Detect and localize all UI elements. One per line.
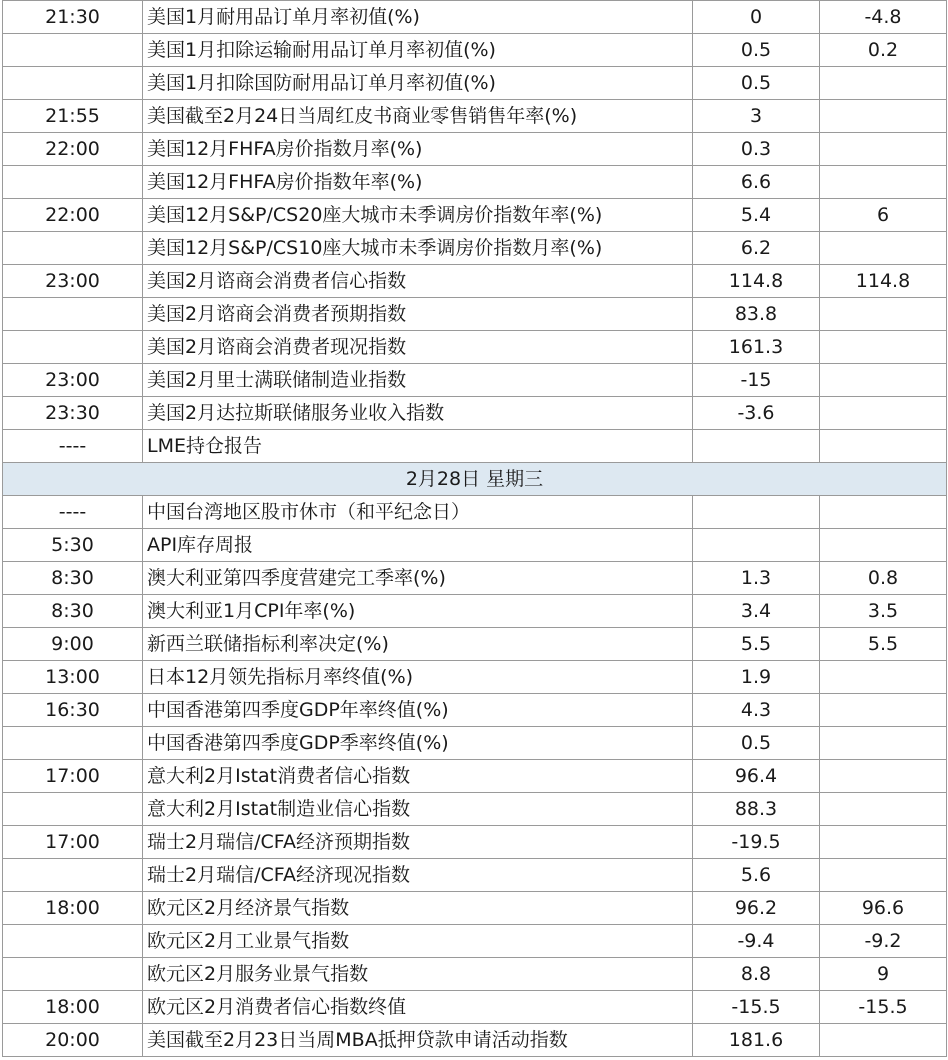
event-cell: 美国1月扣除运输耐用品订单月率初值(%) bbox=[143, 34, 693, 67]
forecast-value-cell: -9.2 bbox=[820, 925, 947, 958]
time-cell: 18:00 bbox=[3, 991, 143, 1024]
previous-value-cell: 3 bbox=[693, 100, 820, 133]
event-cell: 欧元区2月经济景气指数 bbox=[143, 892, 693, 925]
previous-value-cell: 1.9 bbox=[693, 661, 820, 694]
time-cell: 23:00 bbox=[3, 364, 143, 397]
table-row bbox=[3, 793, 947, 826]
previous-value-cell: 8.8 bbox=[693, 958, 820, 991]
table-row bbox=[3, 991, 947, 1024]
forecast-value-cell bbox=[820, 166, 947, 199]
economic-calendar-table bbox=[2, 0, 947, 1057]
table-row bbox=[3, 397, 947, 430]
event-cell: 瑞士2月瑞信/CFA经济预期指数 bbox=[143, 826, 693, 859]
table-row bbox=[3, 529, 947, 562]
time-cell: 17:00 bbox=[3, 826, 143, 859]
forecast-value-cell bbox=[820, 397, 947, 430]
previous-value-cell: 83.8 bbox=[693, 298, 820, 331]
forecast-value-cell: -4.8 bbox=[820, 1, 947, 34]
time-cell: 16:30 bbox=[3, 694, 143, 727]
previous-value-cell: 0.5 bbox=[693, 727, 820, 760]
forecast-value-cell bbox=[820, 1024, 947, 1057]
table-row bbox=[3, 595, 947, 628]
time-cell: ---- bbox=[3, 496, 143, 529]
forecast-value-cell bbox=[820, 298, 947, 331]
event-cell: 美国12月S&P/CS20座大城市未季调房价指数年率(%) bbox=[143, 199, 693, 232]
event-cell: 美国12月FHFA房价指数月率(%) bbox=[143, 133, 693, 166]
event-cell: 美国2月谘商会消费者现况指数 bbox=[143, 331, 693, 364]
forecast-value-cell bbox=[820, 100, 947, 133]
date-header: 2月28日 星期三 bbox=[3, 463, 947, 496]
table-row bbox=[3, 628, 947, 661]
forecast-value-cell: 6 bbox=[820, 199, 947, 232]
table-row bbox=[3, 496, 947, 529]
time-cell: 20:00 bbox=[3, 1024, 143, 1057]
event-cell: 欧元区2月工业景气指数 bbox=[143, 925, 693, 958]
time-cell: 13:00 bbox=[3, 661, 143, 694]
forecast-value-cell bbox=[820, 364, 947, 397]
time-cell: 9:00 bbox=[3, 628, 143, 661]
table-row bbox=[3, 298, 947, 331]
time-cell: 22:00 bbox=[3, 199, 143, 232]
time-cell: 17:00 bbox=[3, 760, 143, 793]
time-cell: 21:55 bbox=[3, 100, 143, 133]
previous-value-cell: 96.2 bbox=[693, 892, 820, 925]
forecast-value-cell: 0.8 bbox=[820, 562, 947, 595]
previous-value-cell: 3.4 bbox=[693, 595, 820, 628]
table-row bbox=[3, 166, 947, 199]
time-cell bbox=[3, 727, 143, 760]
previous-value-cell bbox=[693, 496, 820, 529]
time-cell: 5:30 bbox=[3, 529, 143, 562]
event-cell: 中国香港第四季度GDP年率终值(%) bbox=[143, 694, 693, 727]
forecast-value-cell bbox=[820, 430, 947, 463]
previous-value-cell: 161.3 bbox=[693, 331, 820, 364]
previous-value-cell: 6.2 bbox=[693, 232, 820, 265]
time-cell bbox=[3, 34, 143, 67]
forecast-value-cell: -15.5 bbox=[820, 991, 947, 1024]
table-row bbox=[3, 133, 947, 166]
time-cell bbox=[3, 331, 143, 364]
previous-value-cell: 0.5 bbox=[693, 34, 820, 67]
time-cell bbox=[3, 958, 143, 991]
table-row bbox=[3, 892, 947, 925]
event-cell: 美国2月谘商会消费者预期指数 bbox=[143, 298, 693, 331]
table-row bbox=[3, 100, 947, 133]
event-cell: 美国截至2月23日当周MBA抵押贷款申请活动指数 bbox=[143, 1024, 693, 1057]
table-row bbox=[3, 1024, 947, 1057]
event-cell: 美国12月FHFA房价指数年率(%) bbox=[143, 166, 693, 199]
event-cell: 美国1月扣除国防耐用品订单月率初值(%) bbox=[143, 67, 693, 100]
table-row bbox=[3, 265, 947, 298]
table-row bbox=[3, 760, 947, 793]
event-cell: 欧元区2月消费者信心指数终值 bbox=[143, 991, 693, 1024]
event-cell: 美国12月S&P/CS10座大城市未季调房价指数月率(%) bbox=[143, 232, 693, 265]
time-cell: 23:30 bbox=[3, 397, 143, 430]
previous-value-cell: 4.3 bbox=[693, 694, 820, 727]
time-cell: 22:00 bbox=[3, 133, 143, 166]
previous-value-cell: 0.3 bbox=[693, 133, 820, 166]
table-row bbox=[3, 364, 947, 397]
table-row bbox=[3, 430, 947, 463]
time-cell bbox=[3, 67, 143, 100]
event-cell: 意大利2月Istat消费者信心指数 bbox=[143, 760, 693, 793]
time-cell: 23:00 bbox=[3, 265, 143, 298]
forecast-value-cell bbox=[820, 793, 947, 826]
table-row bbox=[3, 199, 947, 232]
previous-value-cell: 0 bbox=[693, 1, 820, 34]
previous-value-cell: 88.3 bbox=[693, 793, 820, 826]
table-row bbox=[3, 727, 947, 760]
event-cell: 中国香港第四季度GDP季率终值(%) bbox=[143, 727, 693, 760]
forecast-value-cell bbox=[820, 67, 947, 100]
event-cell: 意大利2月Istat制造业信心指数 bbox=[143, 793, 693, 826]
event-cell: 美国2月达拉斯联储服务业收入指数 bbox=[143, 397, 693, 430]
forecast-value-cell: 9 bbox=[820, 958, 947, 991]
forecast-value-cell bbox=[820, 760, 947, 793]
event-cell: 澳大利亚1月CPI年率(%) bbox=[143, 595, 693, 628]
previous-value-cell: 96.4 bbox=[693, 760, 820, 793]
previous-value-cell: 5.6 bbox=[693, 859, 820, 892]
previous-value-cell: 181.6 bbox=[693, 1024, 820, 1057]
time-cell bbox=[3, 859, 143, 892]
forecast-value-cell bbox=[820, 133, 947, 166]
time-cell: ---- bbox=[3, 430, 143, 463]
time-cell: 21:30 bbox=[3, 1, 143, 34]
table-row bbox=[3, 694, 947, 727]
table-row bbox=[3, 331, 947, 364]
previous-value-cell: -15 bbox=[693, 364, 820, 397]
forecast-value-cell bbox=[820, 496, 947, 529]
table-row bbox=[3, 661, 947, 694]
forecast-value-cell bbox=[820, 826, 947, 859]
forecast-value-cell bbox=[820, 331, 947, 364]
time-cell bbox=[3, 298, 143, 331]
table-row bbox=[3, 1, 947, 34]
time-cell bbox=[3, 232, 143, 265]
time-cell: 18:00 bbox=[3, 892, 143, 925]
event-cell: LME持仓报告 bbox=[143, 430, 693, 463]
forecast-value-cell bbox=[820, 661, 947, 694]
table-row bbox=[3, 232, 947, 265]
event-cell: 美国1月耐用品订单月率初值(%) bbox=[143, 1, 693, 34]
event-cell: 日本12月领先指标月率终值(%) bbox=[143, 661, 693, 694]
forecast-value-cell: 3.5 bbox=[820, 595, 947, 628]
forecast-value-cell: 114.8 bbox=[820, 265, 947, 298]
time-cell bbox=[3, 925, 143, 958]
previous-value-cell: -19.5 bbox=[693, 826, 820, 859]
table-row bbox=[3, 826, 947, 859]
previous-value-cell: 0.5 bbox=[693, 67, 820, 100]
table-row bbox=[3, 34, 947, 67]
table-row bbox=[3, 958, 947, 991]
event-cell: 瑞士2月瑞信/CFA经济现况指数 bbox=[143, 859, 693, 892]
forecast-value-cell: 96.6 bbox=[820, 892, 947, 925]
event-cell: API库存周报 bbox=[143, 529, 693, 562]
event-cell: 新西兰联储指标利率决定(%) bbox=[143, 628, 693, 661]
event-cell: 欧元区2月服务业景气指数 bbox=[143, 958, 693, 991]
table-row bbox=[3, 562, 947, 595]
calendar-body bbox=[3, 1, 947, 1057]
forecast-value-cell: 5.5 bbox=[820, 628, 947, 661]
date-header-row bbox=[3, 463, 947, 496]
event-cell: 中国台湾地区股市休市（和平纪念日） bbox=[143, 496, 693, 529]
time-cell: 8:30 bbox=[3, 595, 143, 628]
forecast-value-cell bbox=[820, 529, 947, 562]
previous-value-cell: 114.8 bbox=[693, 265, 820, 298]
event-cell: 美国2月谘商会消费者信心指数 bbox=[143, 265, 693, 298]
previous-value-cell: 6.6 bbox=[693, 166, 820, 199]
previous-value-cell: 5.4 bbox=[693, 199, 820, 232]
table-row bbox=[3, 925, 947, 958]
time-cell bbox=[3, 793, 143, 826]
previous-value-cell bbox=[693, 430, 820, 463]
forecast-value-cell: 0.2 bbox=[820, 34, 947, 67]
event-cell: 美国2月里士满联储制造业指数 bbox=[143, 364, 693, 397]
time-cell bbox=[3, 166, 143, 199]
event-cell: 澳大利亚第四季度营建完工季率(%) bbox=[143, 562, 693, 595]
time-cell: 8:30 bbox=[3, 562, 143, 595]
event-cell: 美国截至2月24日当周红皮书商业零售销售年率(%) bbox=[143, 100, 693, 133]
table-row bbox=[3, 67, 947, 100]
previous-value-cell: -15.5 bbox=[693, 991, 820, 1024]
forecast-value-cell bbox=[820, 727, 947, 760]
previous-value-cell: -9.4 bbox=[693, 925, 820, 958]
previous-value-cell bbox=[693, 529, 820, 562]
previous-value-cell: 5.5 bbox=[693, 628, 820, 661]
previous-value-cell: -3.6 bbox=[693, 397, 820, 430]
forecast-value-cell bbox=[820, 859, 947, 892]
forecast-value-cell bbox=[820, 232, 947, 265]
forecast-value-cell bbox=[820, 694, 947, 727]
previous-value-cell: 1.3 bbox=[693, 562, 820, 595]
table-row bbox=[3, 859, 947, 892]
